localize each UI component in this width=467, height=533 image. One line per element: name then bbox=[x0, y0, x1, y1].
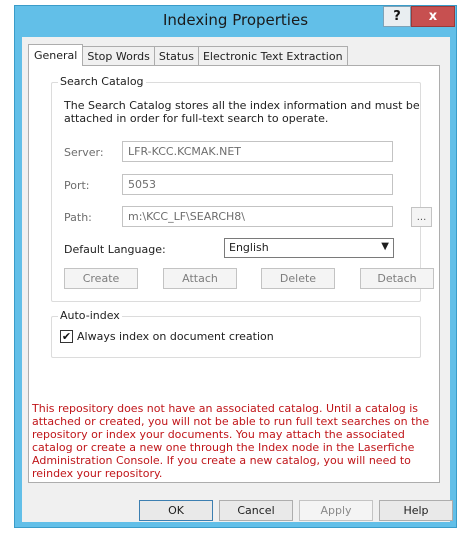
always-index-option[interactable] bbox=[60, 330, 274, 343]
always-index-checkbox[interactable] bbox=[60, 330, 73, 343]
path-field[interactable]: m:\KCC_LF\SEARCH8\ bbox=[122, 206, 393, 227]
tab-strip bbox=[28, 44, 347, 65]
general-tab-panel bbox=[28, 65, 440, 483]
default-language-label: Default Language: bbox=[64, 243, 166, 256]
close-icon: x bbox=[428, 9, 438, 24]
tab-electronic-text-extraction[interactable]: Electronic Text Extraction bbox=[198, 46, 348, 65]
auto-index-legend: Auto-index bbox=[60, 309, 120, 322]
checkmark-icon: ✔ bbox=[61, 330, 72, 343]
create-button[interactable]: Create bbox=[64, 268, 138, 289]
tab-general[interactable]: General bbox=[28, 44, 83, 66]
chevron-down-icon: ▼ bbox=[381, 241, 389, 252]
auto-index-group bbox=[51, 309, 421, 358]
server-field[interactable]: LFR-KCC.KCMAK.NET bbox=[122, 141, 393, 162]
ok-button[interactable]: OK bbox=[139, 500, 213, 521]
indexing-properties-window bbox=[14, 5, 457, 528]
path-label: Path: bbox=[64, 211, 92, 224]
search-catalog-group bbox=[51, 75, 427, 302]
dialog-client bbox=[22, 37, 450, 522]
tab-stop-words[interactable]: Stop Words bbox=[82, 46, 155, 65]
title-bar[interactable] bbox=[15, 6, 456, 37]
delete-button[interactable]: Delete bbox=[261, 268, 335, 289]
attach-button[interactable]: Attach bbox=[163, 268, 237, 289]
help-title-button[interactable]: ? bbox=[383, 6, 411, 27]
detach-button[interactable]: Detach bbox=[360, 268, 434, 289]
help-button[interactable]: Help bbox=[379, 500, 453, 521]
apply-button[interactable]: Apply bbox=[299, 500, 373, 521]
server-label: Server: bbox=[64, 146, 104, 159]
port-field[interactable]: 5053 bbox=[122, 174, 393, 195]
window-title: Indexing Properties bbox=[162, 11, 309, 29]
cancel-button[interactable]: Cancel bbox=[219, 500, 293, 521]
default-language-value: English bbox=[229, 241, 269, 254]
search-catalog-legend: Search Catalog bbox=[60, 75, 144, 88]
no-catalog-warning: This repository does not have an associated catalog. Until a catalog is attached or created, you will not be able to run full text searches on the repository or index your documents. You may attach the associated catalog or create a new one through the Index node in the Laserfiche Administration Console. If you create a new catalog, you will need to reindex your repository. bbox=[32, 402, 430, 480]
always-index-label: Always index on document creation bbox=[77, 330, 274, 343]
search-catalog-description: The Search Catalog stores all the index information and must be attached in order for full-text search to operate. bbox=[64, 99, 420, 125]
port-label: Port: bbox=[64, 179, 90, 192]
close-button[interactable] bbox=[411, 6, 455, 27]
browse-path-button[interactable]: ... bbox=[411, 207, 432, 227]
default-language-select[interactable] bbox=[224, 238, 394, 258]
tab-status[interactable]: Status bbox=[154, 46, 199, 65]
